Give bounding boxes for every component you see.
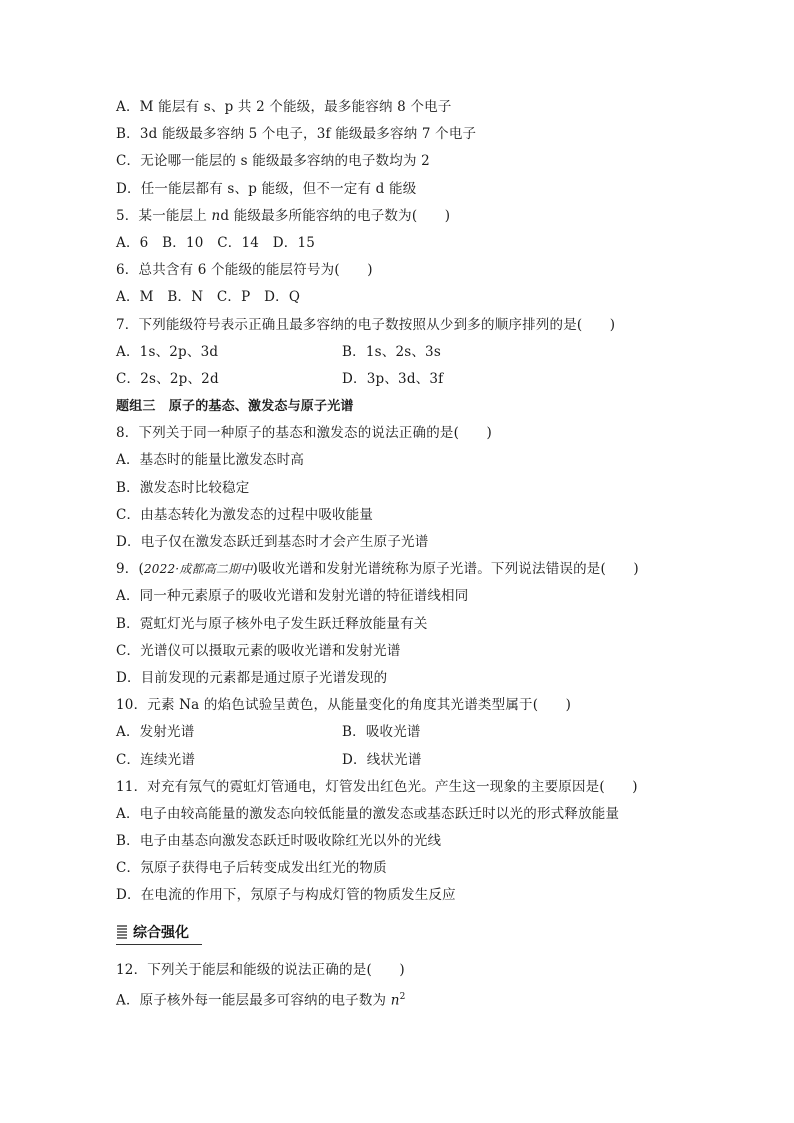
q11-stem: 11．对充有氖气的霓虹灯管通电，灯管发出红色光。产生这一现象的主要原因是( ): [116, 778, 638, 795]
q8-option-c: C．由基态转化为激发态的过程中吸收能量: [116, 506, 374, 523]
q9-option-d: D．目前发现的元素都是通过原子光谱发现的: [116, 669, 388, 686]
q8-option-d: D．电子仅在激发态跃迁到基态时才会产生原子光谱: [116, 534, 429, 550]
q11-option-b: B．电子由基态向激发态跃迁时吸收除红光以外的光线: [116, 833, 442, 850]
q7-option-b: B．1s、2s、3s: [342, 343, 441, 360]
q4-option-c: C．无论哪一能层的 s 能级最多容纳的电子数均为 2: [116, 153, 430, 170]
q9-source: 2022·成都高二期中: [143, 562, 253, 577]
q5-prefix: 5．某一能层上: [116, 207, 212, 224]
q8-stem: 8．下列关于同一种原子的基态和激发态的说法正确的是( ): [116, 425, 492, 442]
q12-option-a-text: A．原子核外每一能层最多可容纳的电子数为: [116, 992, 391, 1009]
q6-options: A．M B．N C．P D．Q: [116, 289, 301, 306]
q10-option-c: C．连续光谱: [116, 751, 196, 768]
q5-suffix: d 能级最多所能容纳的电子数为( ): [220, 207, 451, 224]
q12-stem: 12．下列关于能层和能级的说法正确的是( ): [116, 961, 405, 978]
q4-option-a: A．M 能层有 s、p 共 2 个能级，最多能容纳 8 个电子: [116, 99, 452, 115]
q10-option-d: D．线状光谱: [342, 751, 422, 768]
section-heading-comprehensive: [116, 920, 202, 945]
q4-option-d: D．任一能层都有 s、p 能级，但不一定有 d 能级: [116, 180, 417, 197]
q7-options-row-1: [116, 339, 716, 366]
q5-options: A．6 B．10 C．14 D．15: [116, 234, 316, 251]
q9-option-a: A．同一种元素原子的吸收光谱和发射光谱的特征谱线相同: [116, 588, 469, 605]
q7-option-a: A．1s、2p、3d: [116, 343, 219, 360]
q11-option-d: D．在电流的作用下，氖原子与构成灯管的物质发生反应: [116, 887, 456, 904]
q5-stem: [116, 203, 716, 230]
q7-stem: 7．下列能级符号表示正确且最多容纳的电子数按照从少到多的顺序排列的是( ): [116, 316, 616, 333]
q10-options-row-1: [116, 719, 716, 746]
q9-stem: [116, 556, 716, 583]
q5-variable: n: [211, 207, 221, 224]
q9-option-c: C．光谱仪可以摄取元素的吸收光谱和发射光谱: [116, 642, 401, 659]
q6-stem: 6．总共含有 6 个能级的能层符号为( ): [116, 262, 373, 279]
q8-option-a: A．基态时的能量比激发态时高: [116, 452, 305, 469]
q9-suffix: )吸收光谱和发射光谱统称为原子光谱。下列说法错误的是( ): [252, 561, 639, 578]
group-3-heading: 题组三 原子的基态、激发态与原子光谱: [116, 399, 354, 415]
q7-options-row-2: [116, 366, 716, 393]
section-title: 综合强化: [133, 924, 189, 941]
q10-option-b: B．吸收光谱: [342, 724, 421, 741]
q7-option-c: C．2s、2p、2d: [116, 370, 219, 387]
q9-option-b: B．霓虹灯光与原子核外电子发生跃迁释放能量有关: [116, 615, 428, 632]
q10-option-a: A．发射光谱: [116, 724, 195, 741]
q8-option-b: B．激发态时比较稳定: [116, 479, 250, 496]
q12-option-a-variable: n: [390, 992, 400, 1009]
q11-option-a: A．电子由较高能量的激发态向较低能量的激发态或基态跃迁时以光的形式释放能量: [116, 805, 620, 822]
q10-options-row-2: [116, 747, 716, 774]
document-page: [116, 94, 716, 1011]
q10-stem: 10．元素 Na 的焰色试验呈黄色，从能量变化的角度其光谱类型属于( ): [116, 697, 572, 714]
q11-option-c: C．氖原子获得电子后转变成发出红光的物质: [116, 860, 387, 877]
section-bar-icon: [117, 925, 127, 939]
q7-option-d: D．3p、3d、3f: [342, 370, 444, 387]
q4-option-b: B．3d 能级最多容纳 5 个电子，3f 能级最多容纳 7 个电子: [116, 126, 477, 143]
q12-option-a: [116, 984, 716, 1011]
q12-option-a-exponent: 2: [399, 991, 406, 1002]
q9-prefix: 9．(: [116, 561, 144, 578]
